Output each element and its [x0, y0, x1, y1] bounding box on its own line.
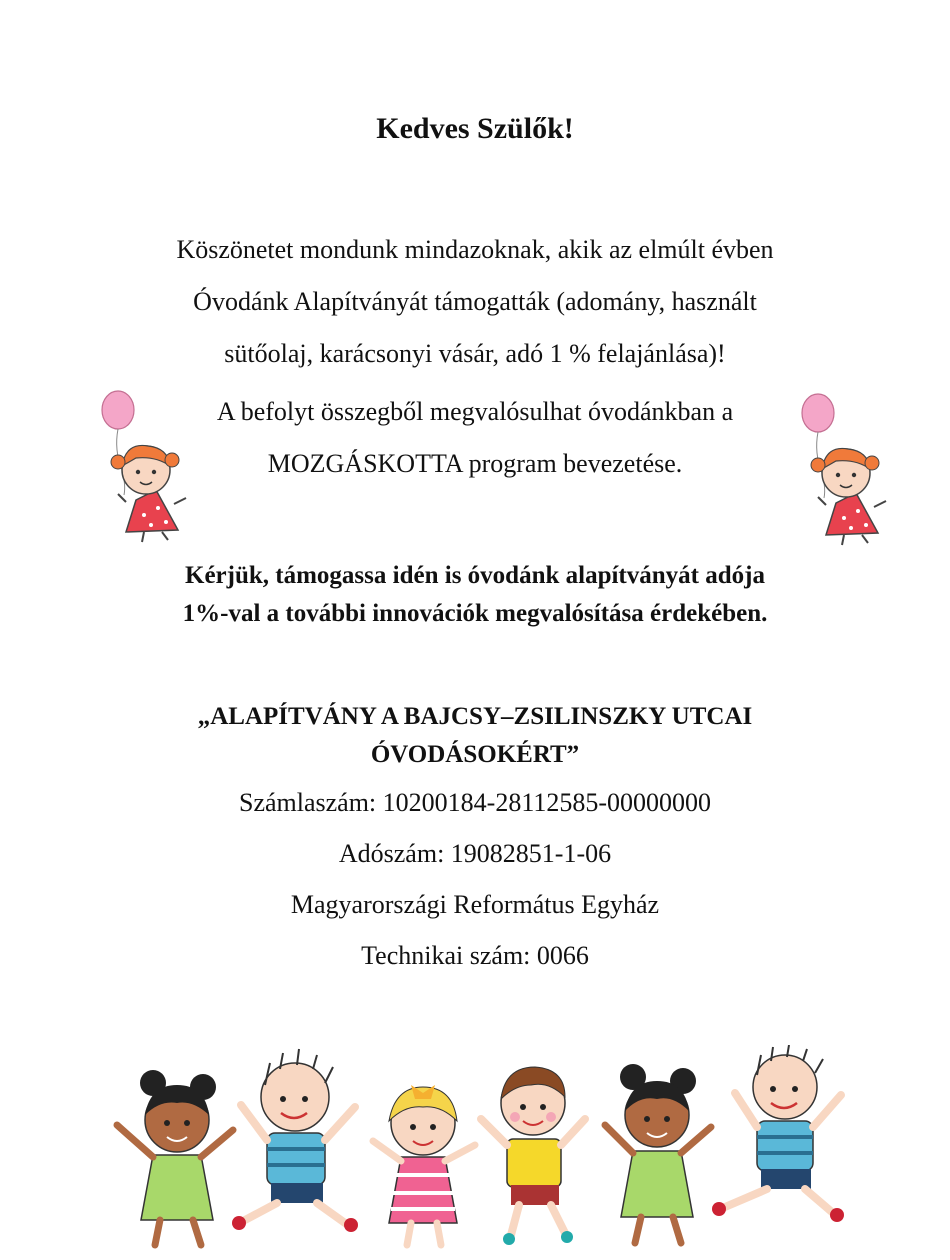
foundation-name [0, 698, 950, 774]
program-line: A befolyt összegből megvalósulhat óvodánkban a [216, 397, 734, 426]
girl-with-balloon-left-icon [96, 390, 196, 545]
thanks-line: sütőolaj, karácsonyi vásár, adó 1 % felajánlása)! [224, 339, 726, 368]
appeal-line: Kérjük, támogassa idén is óvodánk alapítványát adója [185, 562, 765, 589]
program-line: MOZGÁSKOTTA program bevezetése. [267, 449, 683, 478]
tax-number: Adószám: 19082851-1-06 [338, 839, 612, 868]
thanks-line: Köszönetet mondunk mindazoknak, akik az elmúlt évben [176, 235, 774, 264]
girl-with-balloon-right-icon [796, 393, 896, 548]
foundation-line: „ALAPÍTVÁNY A BAJCSY–ZSILINSZKY UTCAI [197, 703, 753, 730]
thanks-line: Óvodánk Alapítványát támogatták (adomány, használt [193, 287, 757, 316]
technical-number: Technikai szám: 0066 [361, 941, 589, 970]
appeal-line: 1%-val a további innovációk megvalósítása érdekében. [182, 600, 768, 627]
foundation-details [0, 777, 950, 981]
account-number: Számlaszám: 10200184-28112585-00000000 [238, 788, 712, 817]
thanks-paragraph [0, 224, 950, 380]
page-title: Kedves Szülők! [376, 112, 574, 145]
jumping-children-icon [105, 1045, 850, 1250]
church-name: Magyarországi Református Egyház [290, 890, 660, 919]
foundation-line: ÓVODÁSOKÉRT” [370, 741, 580, 768]
appeal-paragraph [0, 557, 950, 633]
